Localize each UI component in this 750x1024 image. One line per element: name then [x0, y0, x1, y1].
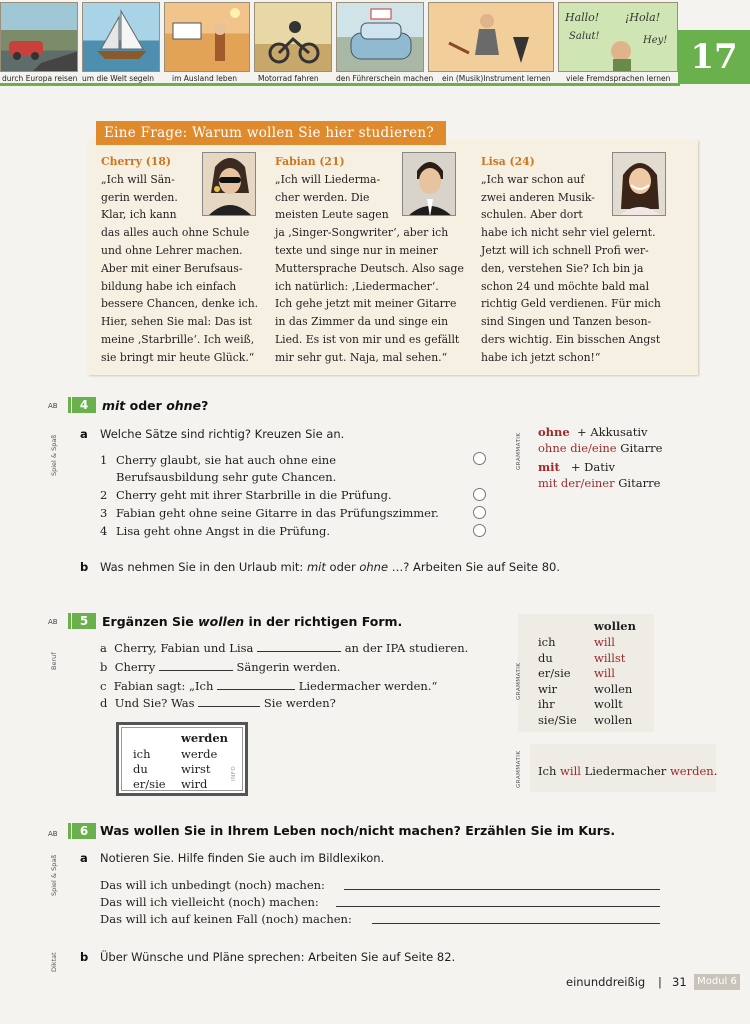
banner-image-europe [0, 2, 78, 72]
banner-image-drivers-license [336, 2, 424, 72]
exercise-title: Was wollen Sie in Ihrem Leben noch/nicht machen? Erzählen Sie im Kurs. [100, 823, 616, 838]
banner-caption: ein (Musik)Instrument lernen [442, 74, 551, 83]
answer-checkbox[interactable] [473, 506, 486, 519]
blank-input[interactable] [159, 660, 233, 671]
exercise-bar [68, 397, 71, 413]
fill-in-sentence: c Fabian sagt: „Ich Liedermacher werden.“ [100, 679, 438, 693]
wollen-pronoun: ich [538, 635, 556, 649]
fill-in-sentence: b Cherry Sängerin werden. [100, 660, 341, 674]
ab-marker: AB [48, 402, 58, 410]
werden-form: wirst [181, 762, 211, 776]
item-number: 3 [100, 506, 108, 520]
footer-separator: | [658, 975, 662, 989]
languages-illustration [559, 3, 678, 72]
blank-input[interactable] [257, 641, 341, 652]
person-cherry [101, 153, 258, 367]
page-word: einunddreißig [566, 975, 646, 989]
person-statement: „Ich will Sän- gerin werden. Klar, ich kann das alles auch ohne Schule und ohne Lehrer machen. Aber mit einer Berufsaus- bildung habe ich einfach bessere Chancen, denke ich. Hier, sehen Sie mal: Das ist meine ‚Starbrille‘. Ich weiß, sie bringt mir heute Glück.“ [101, 172, 259, 364]
wollen-pronoun: ihr [538, 697, 555, 711]
wollen-pronoun: er/sie [538, 666, 571, 680]
wollen-form: wollt [594, 697, 623, 711]
answer-checkbox[interactable] [473, 452, 486, 465]
banner-image-motorcycle [254, 2, 332, 72]
banner-caption: viele Fremdsprachen lernen [566, 74, 671, 83]
exercise-number: 6 [72, 823, 96, 839]
side-label: Spiel & Spaß [50, 434, 58, 476]
ab-marker: AB [48, 618, 58, 626]
banner-caption: durch Europa reisen [2, 74, 78, 83]
exercise-number: 4 [72, 397, 96, 413]
werden-form: wird [181, 777, 208, 791]
answer-checkbox[interactable] [473, 524, 486, 537]
grammar-example-ohne: ohne die/eine Gitarre [538, 441, 663, 455]
person-name: Fabian (21) [275, 155, 345, 168]
person-name: Cherry (18) [101, 155, 171, 168]
werden-form: werde [181, 747, 218, 761]
werden-pronoun: du [133, 762, 148, 776]
exercise-number: 5 [72, 613, 96, 629]
car-front-illustration [337, 3, 424, 72]
sub-exercise-label: b [80, 560, 89, 574]
person-lisa [481, 153, 661, 367]
exercise-bar [68, 613, 71, 629]
banner-caption: um die Welt segeln [82, 74, 155, 83]
side-label: Beruf [50, 652, 58, 670]
blank-input[interactable] [217, 679, 295, 690]
side-label: Spiel & Spaß [50, 854, 58, 896]
wollen-pronoun: sie/Sie [538, 713, 577, 727]
fill-in-sentence: a Cherry, Fabian und Lisa an der IPA studieren. [100, 641, 469, 655]
chapter-number: 17 [678, 30, 750, 84]
write-line-input[interactable] [344, 889, 660, 890]
top-banner [0, 0, 750, 90]
page-number: 31 [672, 975, 687, 989]
speech-salut: Salut! [569, 31, 600, 42]
write-prompt: Das will ich vielleicht (noch) machen: [100, 895, 319, 909]
person-statement: „Ich war schon auf zwei anderen Musik- schulen. Aber dort habe ich nicht sehr viel gelernt. Jetzt will ich schnell Profi wer- den, verstehen Sie? Ich bin ja schon 24 und möchte bald mal richtig Geld verdienen. Für mich sind Singen und Tanzen beson- ders wichtig. Ein bisschen Angst habe ich jetzt schon!“ [481, 172, 661, 364]
statement-text: Fabian geht ohne seine Gitarre in das Prüfungszimmer. [116, 506, 439, 520]
wollen-form: wollen [594, 713, 633, 727]
item-number: 1 [100, 453, 108, 467]
wollen-form: will [594, 635, 615, 649]
item-number: 2 [100, 488, 108, 502]
wollen-header: wollen [594, 619, 636, 633]
grammar-rule-ohne: ohne + Akkusativ [538, 425, 648, 439]
musician-illustration [429, 3, 554, 72]
answer-checkbox[interactable] [473, 488, 486, 501]
banner-caption: den Führerschein machen [336, 74, 434, 83]
banner-image-languages [558, 2, 678, 72]
speech-hola: ¡Hola! [625, 11, 661, 24]
instruction-text: Über Wünsche und Pläne sprechen: Arbeiten Sie auf Seite 82. [100, 950, 456, 964]
instruction-text: Was nehmen Sie in den Urlaub mit: mit oder ohne …? Arbeiten Sie auf Seite 80. [100, 560, 561, 574]
abroad-illustration [165, 3, 250, 72]
banner-caption: im Ausland leben [172, 74, 237, 83]
fill-in-sentence: d Und Sie? Was Sie werden? [100, 696, 336, 710]
grammar-label: GRAMMATIK [516, 432, 522, 470]
banner-image-sailing [82, 2, 160, 72]
statement-text: Cherry glaubt, sie hat auch ohne eine [116, 453, 336, 467]
wollen-pronoun: wir [538, 682, 558, 696]
instruction-text: Welche Sätze sind richtig? Kreuzen Sie an. [100, 427, 345, 441]
side-label: Diktat [50, 952, 58, 972]
speech-hallo: Hallo! [565, 11, 600, 24]
grammar-rule-mit: mit + Dativ [538, 460, 615, 474]
modul-tag: Modul 6 [694, 974, 740, 990]
grammar-example-mit: mit der/einer Gitarre [538, 476, 661, 490]
werden-info-box [116, 722, 248, 796]
werden-header: werden [181, 731, 228, 745]
blank-input[interactable] [198, 696, 260, 707]
sub-exercise-label: a [80, 427, 88, 441]
statement-text: Cherry geht mit ihrer Starbrille in die Prüfung. [116, 488, 392, 502]
write-line-input[interactable] [336, 906, 660, 907]
exercise-bar [68, 823, 71, 839]
banner-caption: Motorrad fahren [258, 74, 319, 83]
exercise-title: mit oder ohne? [102, 398, 209, 413]
speech-hey: Hey! [643, 35, 668, 46]
write-prompt: Das will ich auf keinen Fall (noch) machen: [100, 912, 352, 926]
wollen-form: wollen [594, 682, 633, 696]
grammar-example-sentence: Ich will Liedermacher werden. [538, 764, 718, 778]
banner-image-abroad [164, 2, 250, 72]
werden-pronoun: ich [133, 747, 151, 761]
wollen-pronoun: du [538, 651, 553, 665]
wollen-form: willst [594, 651, 626, 665]
sub-exercise-label: a [80, 851, 88, 865]
item-number: 4 [100, 524, 108, 538]
car-illustration [1, 3, 78, 72]
motorcycle-illustration [255, 3, 332, 72]
sub-exercise-label: b [80, 950, 89, 964]
person-name: Lisa (24) [481, 155, 535, 168]
exercise-title: Ergänzen Sie wollen in der richtigen Form. [102, 614, 403, 629]
info-label: INFO [231, 765, 237, 781]
write-prompt: Das will ich unbedingt (noch) machen: [100, 878, 325, 892]
person-fabian [275, 153, 464, 367]
grammar-label: GRAMMATIK [516, 662, 522, 700]
werden-pronoun: er/sie [133, 777, 166, 791]
statement-text: Berufsausbildung sehr gute Chancen. [116, 470, 337, 484]
banner-rule [0, 83, 680, 86]
wollen-form: will [594, 666, 615, 680]
question-box-title: Eine Frage: Warum wollen Sie hier studieren? [96, 121, 446, 145]
statement-text: Lisa geht ohne Angst in die Prüfung. [116, 524, 330, 538]
instruction-text: Notieren Sie. Hilfe finden Sie auch im Bildlexikon. [100, 851, 385, 865]
banner-image-instrument [428, 2, 554, 72]
person-statement: „Ich will Liederma- cher werden. Die meisten Leute sagen ja ‚Singer-Songwriter‘, aber ich texte und singe nur in meiner Muttersprache Deutsch. Also sage ich natürlich: ‚Liedermacher‘. Ich gehe jetzt mit meiner Gitarre in das Zimmer da und singe ein Lied. Es ist von mir und es gefällt mir sehr gut. Naja, mal sehen.“ [275, 172, 464, 364]
ab-marker: AB [48, 830, 58, 838]
write-line-input[interactable] [372, 923, 660, 924]
sailboat-illustration [83, 3, 160, 72]
grammar-label: GRAMMATIK [516, 750, 522, 788]
